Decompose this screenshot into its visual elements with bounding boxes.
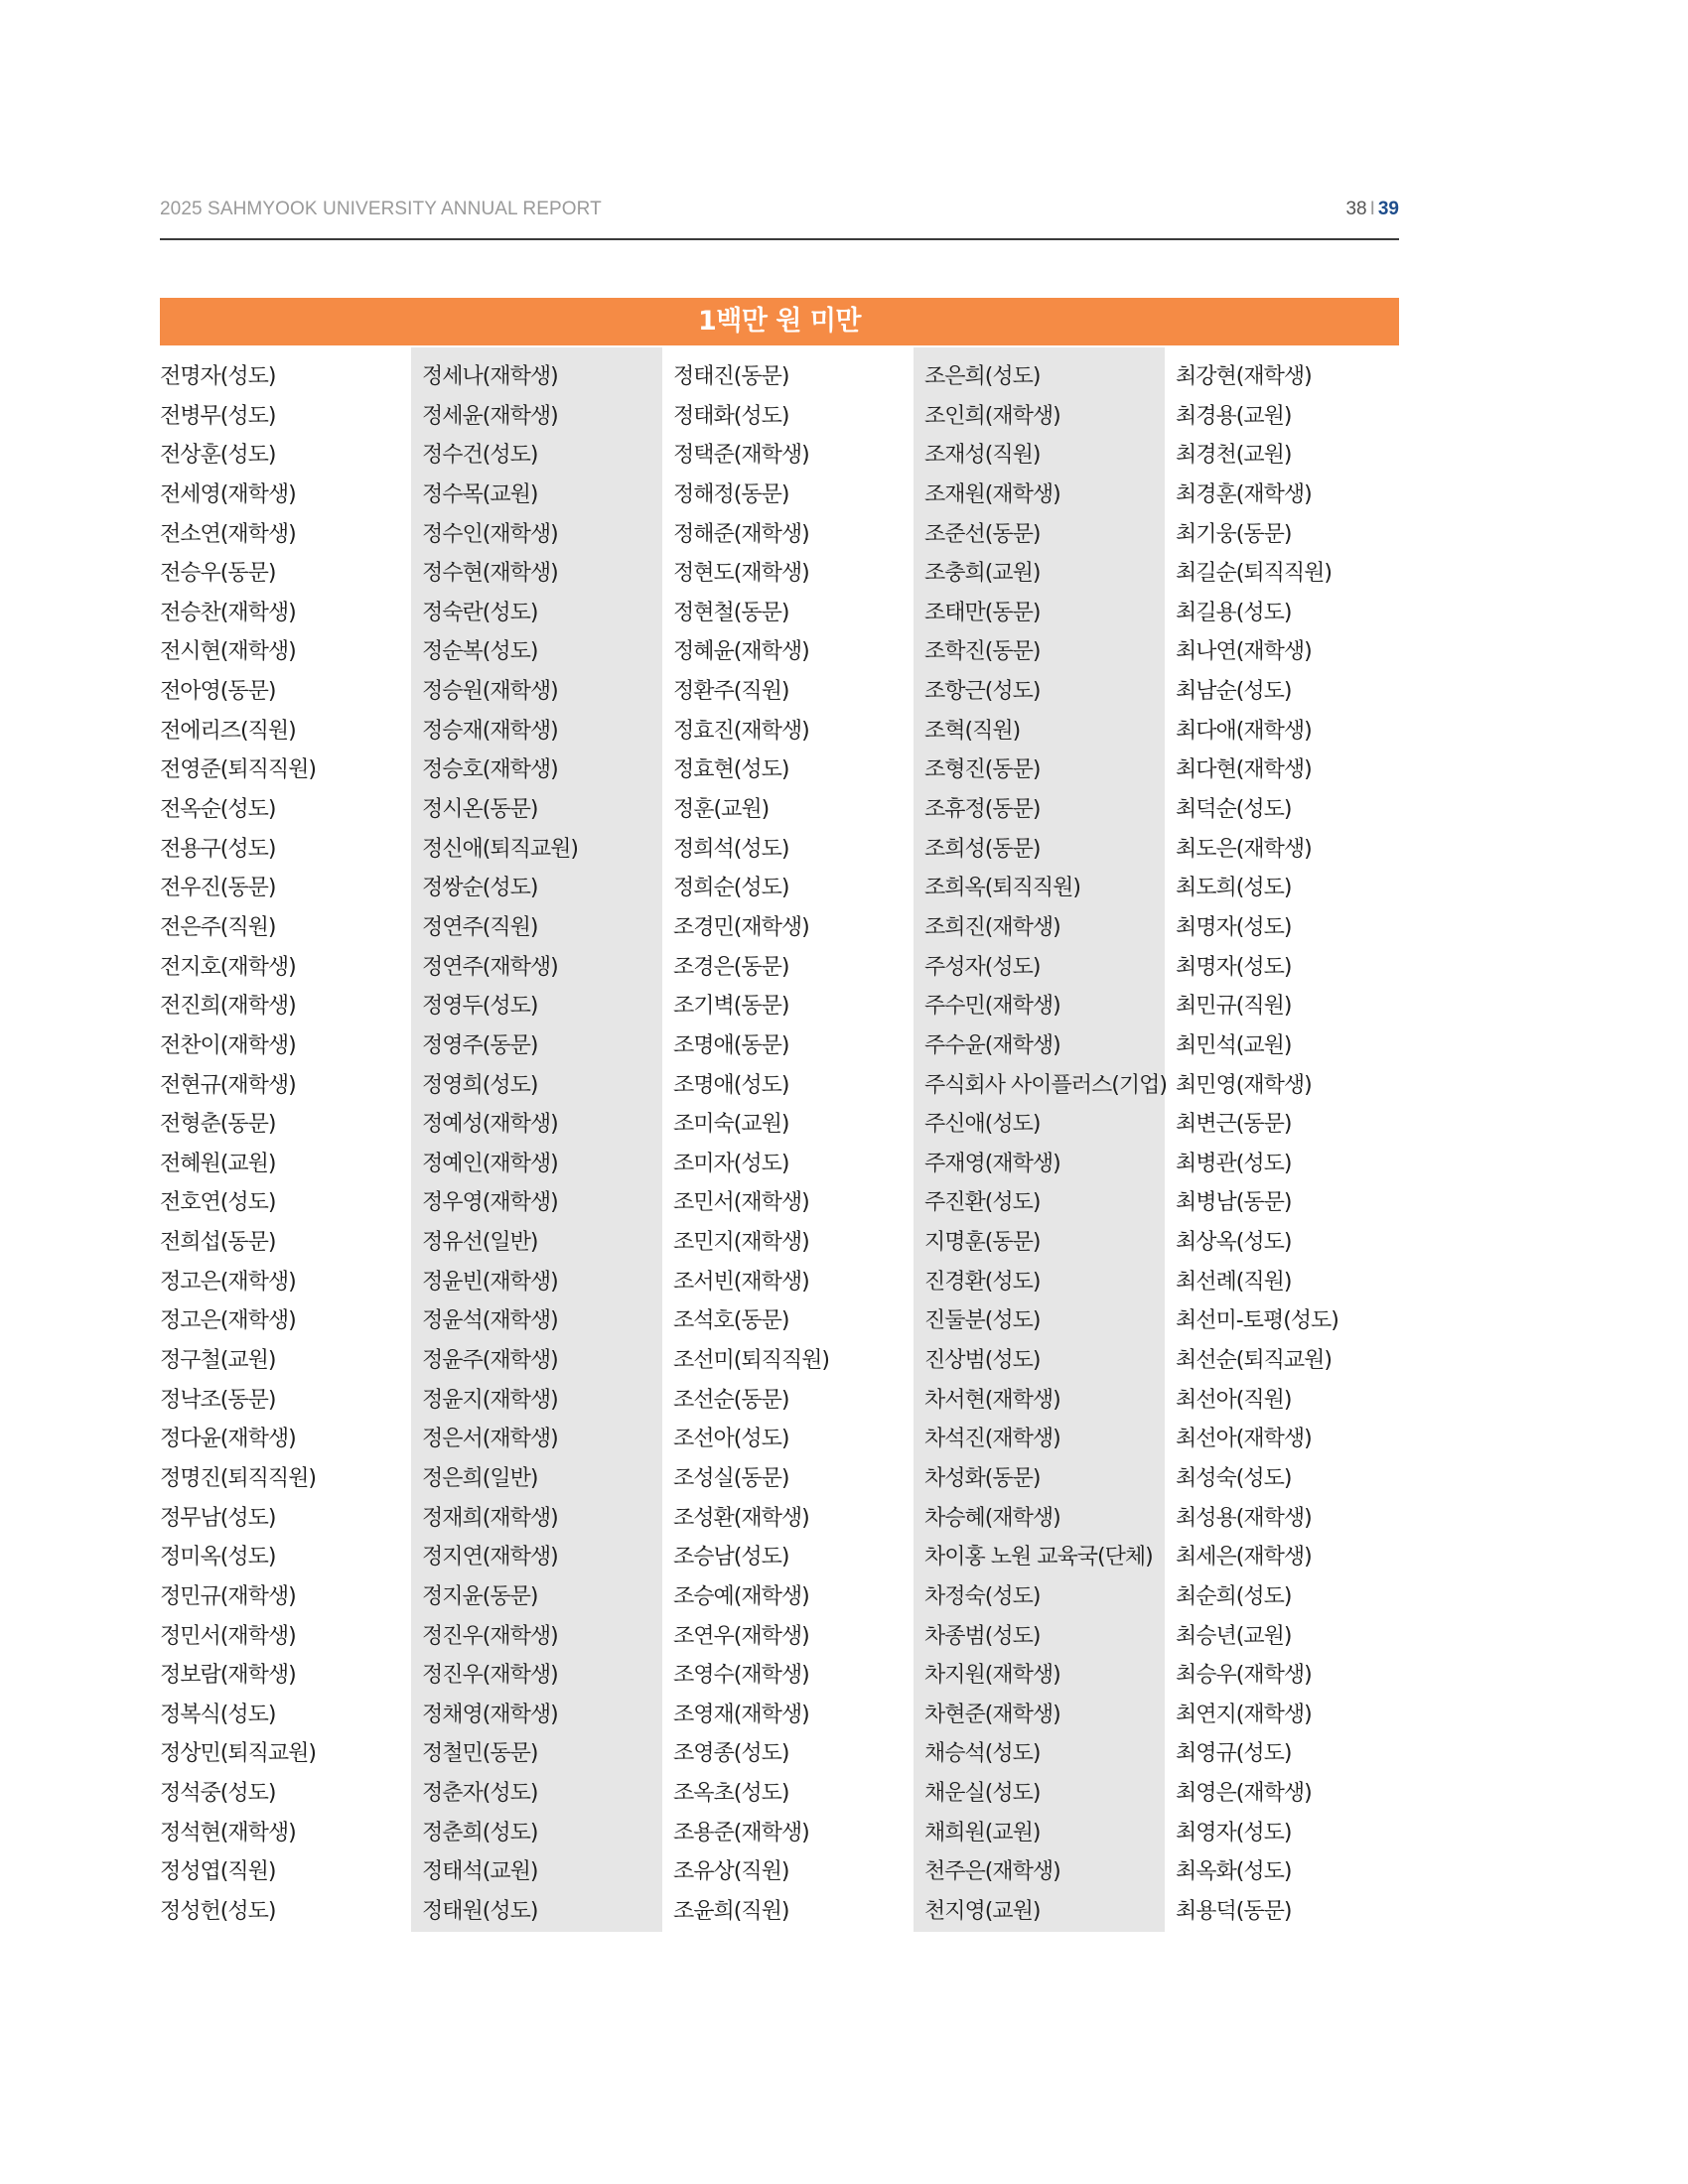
- donor-entry: 정춘자(성도): [422, 1781, 538, 1807]
- donor-entry: 정지윤(동문): [422, 1583, 538, 1609]
- donor-entry: 최변근(동문): [1176, 1112, 1292, 1138]
- donor-entry: 정진우(재학생): [422, 1663, 558, 1689]
- donor-entry: 조승남(성도): [673, 1545, 789, 1570]
- donor-entry: 주수윤(재학생): [924, 1032, 1060, 1058]
- donor-entry: 정해정(동문): [673, 481, 789, 507]
- donor-entry: 전찬이(재학생): [160, 1032, 296, 1058]
- donor-entry: 정상민(퇴직교원): [160, 1741, 316, 1767]
- donor-entry: 최연지(재학생): [1176, 1702, 1312, 1727]
- donor-entry: 전시현(재학생): [160, 639, 296, 665]
- donor-entry: 전우진(동문): [160, 876, 276, 901]
- donor-entry: 최경용(교원): [1176, 403, 1292, 429]
- donor-entry: 조민지(재학생): [673, 1230, 809, 1256]
- donor-entry: 최민규(직원): [1176, 994, 1292, 1020]
- donor-entry: 정택준(재학생): [673, 443, 809, 469]
- donor-entry: 정춘희(성도): [422, 1820, 538, 1845]
- donor-entry: 전혜원(교원): [160, 1151, 276, 1176]
- donor-entry: 차이홍 노원 교육국(단체): [924, 1545, 1153, 1570]
- donor-entry: 최다현(재학생): [1176, 757, 1312, 783]
- donor-entry: 지명훈(동문): [924, 1230, 1041, 1256]
- donor-entry: 채희원(교원): [924, 1820, 1041, 1845]
- donor-entry: 최길순(퇴직직원): [1176, 561, 1332, 587]
- donor-entry: 정민서(재학생): [160, 1623, 296, 1649]
- donor-entry: 정수인(재학생): [422, 521, 558, 547]
- donor-entry: 정승재(재학생): [422, 718, 558, 744]
- donor-entry: 정채영(재학생): [422, 1702, 558, 1727]
- donor-entry: 차정숙(성도): [924, 1583, 1041, 1609]
- donor-entry: 정예성(재학생): [422, 1112, 558, 1138]
- donor-entry: 조영재(재학생): [673, 1702, 809, 1727]
- donor-entry: 정재희(재학생): [422, 1505, 558, 1531]
- donor-entry: 정연주(직원): [422, 914, 538, 940]
- donor-entry: 주식회사 사이플러스(기업): [924, 1072, 1167, 1098]
- donor-entry: 조희진(재학생): [924, 914, 1060, 940]
- donor-entry: 정환주(직원): [673, 679, 789, 705]
- donor-entry: 진경환(성도): [924, 1269, 1041, 1295]
- donor-entry: 최옥화(성도): [1176, 1859, 1292, 1885]
- donor-entry: 정훈(교원): [673, 797, 770, 823]
- donor-entry: 채운실(성도): [924, 1781, 1041, 1807]
- donor-column-4: [914, 347, 1165, 1932]
- donor-entry: 정석현(재학생): [160, 1820, 296, 1845]
- donor-entry: 최선미-토평(성도): [1176, 1308, 1338, 1334]
- donor-entry: 정순복(성도): [422, 639, 538, 665]
- donor-entry: 차종범(성도): [924, 1623, 1041, 1649]
- donor-entry: 조석호(동문): [673, 1308, 789, 1334]
- donor-entry: 전명자(성도): [160, 364, 276, 389]
- donor-entry: 전승찬(재학생): [160, 600, 296, 625]
- page-separator: I: [1369, 199, 1375, 219]
- donor-entry: 최길용(성도): [1176, 600, 1292, 625]
- donor-entry: 전병무(성도): [160, 403, 276, 429]
- donor-entry: 전세영(재학생): [160, 481, 296, 507]
- donor-entry: 전진희(재학생): [160, 994, 296, 1020]
- donor-entry: 전영준(퇴직직원): [160, 757, 316, 783]
- donor-entry: 정태원(성도): [422, 1898, 538, 1924]
- donor-entry: 전지호(재학생): [160, 954, 296, 980]
- donor-entry: 정수목(교원): [422, 481, 538, 507]
- donor-entry: 정태석(교원): [422, 1859, 538, 1885]
- donor-entry: 정구철(교원): [160, 1348, 276, 1374]
- page-number-left: 38: [1345, 199, 1367, 219]
- donor-entry: 정진우(재학생): [422, 1623, 558, 1649]
- donor-entry: 조경민(재학생): [673, 914, 809, 940]
- donor-entry: 정다윤(재학생): [160, 1427, 296, 1452]
- donor-entry: 차서현(재학생): [924, 1387, 1060, 1413]
- donor-entry: 조민서(재학생): [673, 1190, 809, 1216]
- donor-entry: 최도은(재학생): [1176, 836, 1312, 862]
- donor-entry: 조인희(재학생): [924, 403, 1060, 429]
- donor-entry: 정복식(성도): [160, 1702, 276, 1727]
- donor-entry: 정윤지(재학생): [422, 1387, 558, 1413]
- donor-entry: 조영종(성도): [673, 1741, 789, 1767]
- donor-entry: 주재영(재학생): [924, 1151, 1060, 1176]
- donor-entry: 최명자(성도): [1176, 954, 1292, 980]
- donor-entry: 조선미(퇴직직원): [673, 1348, 829, 1374]
- donor-entry: 정희순(성도): [673, 876, 789, 901]
- donor-entry: 정숙란(성도): [422, 600, 538, 625]
- donor-column-5: [1165, 347, 1416, 1932]
- donor-entry: 전에리즈(직원): [160, 718, 296, 744]
- donor-entry: 최다애(재학생): [1176, 718, 1312, 744]
- donor-entry: 최선순(퇴직교원): [1176, 1348, 1332, 1374]
- donor-entry: 조희옥(퇴직직원): [924, 876, 1080, 901]
- donor-entry: 전형춘(동문): [160, 1112, 276, 1138]
- donor-entry: 정연주(재학생): [422, 954, 558, 980]
- donor-entry: 전소연(재학생): [160, 521, 296, 547]
- donor-entry: 전승우(동문): [160, 561, 276, 587]
- donor-entry: 조혁(직원): [924, 718, 1021, 744]
- donor-entry: 전옥순(성도): [160, 797, 276, 823]
- donor-table: [160, 347, 1399, 1932]
- donor-entry: 최영규(성도): [1176, 1741, 1292, 1767]
- donor-entry: 정희석(성도): [673, 836, 789, 862]
- donor-entry: 전호연(성도): [160, 1190, 276, 1216]
- donor-entry: 전상훈(성도): [160, 443, 276, 469]
- donor-entry: 조재성(직원): [924, 443, 1041, 469]
- donor-entry: 차지원(재학생): [924, 1663, 1060, 1689]
- donor-entry: 최순희(성도): [1176, 1583, 1292, 1609]
- donor-entry: 차현준(재학생): [924, 1702, 1060, 1727]
- section-title: 1백만 원 미만: [698, 306, 861, 337]
- donor-entry: 조희성(동문): [924, 836, 1041, 862]
- donor-entry: 조명애(성도): [673, 1072, 789, 1098]
- donor-entry: 조승예(재학생): [673, 1583, 809, 1609]
- donor-entry: 천지영(교원): [924, 1898, 1041, 1924]
- donor-entry: 조선순(동문): [673, 1387, 789, 1413]
- donor-entry: 최영은(재학생): [1176, 1781, 1312, 1807]
- donor-entry: 정세나(재학생): [422, 364, 558, 389]
- donor-entry: 차승혜(재학생): [924, 1505, 1060, 1531]
- donor-entry: 조은희(성도): [924, 364, 1041, 389]
- donor-entry: 정성헌(성도): [160, 1898, 276, 1924]
- donor-entry: 정승원(재학생): [422, 679, 558, 705]
- donor-entry: 정해준(재학생): [673, 521, 809, 547]
- donor-entry: 최승우(재학생): [1176, 1663, 1312, 1689]
- donor-entry: 정미옥(성도): [160, 1545, 276, 1570]
- donor-entry: 최강현(재학생): [1176, 364, 1312, 389]
- donor-entry: 최경훈(재학생): [1176, 481, 1312, 507]
- donor-entry: 정은서(재학생): [422, 1427, 558, 1452]
- report-header: [160, 195, 1399, 240]
- donor-entry: 조형진(동문): [924, 757, 1041, 783]
- donor-entry: 최선아(직원): [1176, 1387, 1292, 1413]
- donor-entry: 정낙조(동문): [160, 1387, 276, 1413]
- donor-entry: 조휴정(동문): [924, 797, 1041, 823]
- donor-entry: 전아영(동문): [160, 679, 276, 705]
- donor-entry: 정민규(재학생): [160, 1583, 296, 1609]
- donor-entry: 천주은(재학생): [924, 1859, 1060, 1885]
- donor-entry: 정고은(재학생): [160, 1269, 296, 1295]
- donor-entry: 정윤석(재학생): [422, 1308, 558, 1334]
- donor-entry: 조충희(교원): [924, 561, 1041, 587]
- donor-entry: 최세은(재학생): [1176, 1545, 1312, 1570]
- donor-entry: 전용구(성도): [160, 836, 276, 862]
- donor-entry: 최기웅(동문): [1176, 521, 1292, 547]
- donor-entry: 정승호(재학생): [422, 757, 558, 783]
- report-title: 2025 SAHMYOOK UNIVERSITY ANNUAL REPORT: [160, 199, 602, 219]
- donor-entry: 정유선(일반): [422, 1230, 538, 1256]
- donor-entry: 최성용(재학생): [1176, 1505, 1312, 1531]
- donor-entry: 최영자(성도): [1176, 1820, 1292, 1845]
- donor-column-1: [160, 347, 399, 1932]
- donor-entry: 주신애(성도): [924, 1112, 1041, 1138]
- donor-entry: 채승석(성도): [924, 1741, 1041, 1767]
- donor-entry: 정태화(성도): [673, 403, 789, 429]
- donor-entry: 정시온(동문): [422, 797, 538, 823]
- donor-entry: 조용준(재학생): [673, 1820, 809, 1845]
- donor-entry: 최상옥(성도): [1176, 1230, 1292, 1256]
- donor-entry: 조미자(성도): [673, 1151, 789, 1176]
- donor-entry: 조명애(동문): [673, 1032, 789, 1058]
- donor-entry: 최승년(교원): [1176, 1623, 1292, 1649]
- donor-entry: 최용덕(동문): [1176, 1898, 1292, 1924]
- donor-entry: 정효진(재학생): [673, 718, 809, 744]
- donor-entry: 조윤희(직원): [673, 1898, 789, 1924]
- donor-entry: 조영수(재학생): [673, 1663, 809, 1689]
- donor-entry: 주진환(성도): [924, 1190, 1041, 1216]
- donor-entry: 최경천(교원): [1176, 443, 1292, 469]
- donor-entry: 차성화(동문): [924, 1465, 1041, 1491]
- donor-entry: 정지연(재학생): [422, 1545, 558, 1570]
- donor-entry: 정혜윤(재학생): [673, 639, 809, 665]
- donor-entry: 조항근(성도): [924, 679, 1041, 705]
- donor-entry: 주성자(성도): [924, 954, 1041, 980]
- donor-entry: 정쌍순(성도): [422, 876, 538, 901]
- donor-entry: 정태진(동문): [673, 364, 789, 389]
- donor-entry: 정영두(성도): [422, 994, 538, 1020]
- donor-entry: 조유상(직원): [673, 1859, 789, 1885]
- donor-entry: 정효현(성도): [673, 757, 789, 783]
- donor-entry: 정은희(일반): [422, 1465, 538, 1491]
- donor-entry: 조성환(재학생): [673, 1505, 809, 1531]
- donor-entry: 정윤빈(재학생): [422, 1269, 558, 1295]
- donor-entry: 조태만(동문): [924, 600, 1041, 625]
- donor-entry: 정영희(성도): [422, 1072, 538, 1098]
- donor-entry: 정철민(동문): [422, 1741, 538, 1767]
- page-number-right: 39: [1377, 199, 1399, 219]
- donor-entry: 조재원(재학생): [924, 481, 1060, 507]
- donor-entry: 최민영(재학생): [1176, 1072, 1312, 1098]
- donor-entry: 정성엽(직원): [160, 1859, 276, 1885]
- donor-entry: 정세윤(재학생): [422, 403, 558, 429]
- donor-entry: 조선아(성도): [673, 1427, 789, 1452]
- donor-column-3: [662, 347, 914, 1932]
- donor-entry: 정신애(퇴직교원): [422, 836, 578, 862]
- donor-entry: 최성숙(성도): [1176, 1465, 1292, 1491]
- donor-entry: 주수민(재학생): [924, 994, 1060, 1020]
- donor-entry: 정윤주(재학생): [422, 1348, 558, 1374]
- donor-entry: 최병남(동문): [1176, 1190, 1292, 1216]
- donor-entry: 조기벽(동문): [673, 994, 789, 1020]
- donor-entry: 조성실(동문): [673, 1465, 789, 1491]
- donor-entry: 정수건(성도): [422, 443, 538, 469]
- donor-entry: 정수현(재학생): [422, 561, 558, 587]
- donor-column-2: [411, 347, 662, 1932]
- donor-entry: 정무남(성도): [160, 1505, 276, 1531]
- donor-entry: 조연우(재학생): [673, 1623, 809, 1649]
- donor-entry: 최도희(성도): [1176, 876, 1292, 901]
- donor-entry: 조서빈(재학생): [673, 1269, 809, 1295]
- donor-entry: 전희섭(동문): [160, 1230, 276, 1256]
- donor-entry: 전현규(재학생): [160, 1072, 296, 1098]
- donor-entry: 정영주(동문): [422, 1032, 538, 1058]
- donor-entry: 정보람(재학생): [160, 1663, 296, 1689]
- donor-entry: 정현도(재학생): [673, 561, 809, 587]
- donor-entry: 최선아(재학생): [1176, 1427, 1312, 1452]
- donor-entry: 최명자(성도): [1176, 914, 1292, 940]
- donor-entry: 차석진(재학생): [924, 1427, 1060, 1452]
- donor-entry: 정우영(재학생): [422, 1190, 558, 1216]
- donor-entry: 최남순(성도): [1176, 679, 1292, 705]
- donor-entry: 정현철(동문): [673, 600, 789, 625]
- donor-entry: 조경은(동문): [673, 954, 789, 980]
- donor-entry: 최선례(직원): [1176, 1269, 1292, 1295]
- donor-entry: 조준선(동문): [924, 521, 1041, 547]
- page-numbers: [1345, 199, 1399, 220]
- section-title-bar: [160, 298, 1399, 345]
- donor-entry: 정고은(재학생): [160, 1308, 296, 1334]
- donor-entry: 전은주(직원): [160, 914, 276, 940]
- donor-entry: 조학진(동문): [924, 639, 1041, 665]
- donor-entry: 최덕순(성도): [1176, 797, 1292, 823]
- donor-entry: 최병관(성도): [1176, 1151, 1292, 1176]
- donor-entry: 정명진(퇴직직원): [160, 1465, 316, 1491]
- donor-entry: 진둘분(성도): [924, 1308, 1041, 1334]
- donor-entry: 정석중(성도): [160, 1781, 276, 1807]
- donor-entry: 최나연(재학생): [1176, 639, 1312, 665]
- donor-entry: 조옥초(성도): [673, 1781, 789, 1807]
- donor-entry: 진상범(성도): [924, 1348, 1041, 1374]
- donor-entry: 정예인(재학생): [422, 1151, 558, 1176]
- donor-entry: 최민석(교원): [1176, 1032, 1292, 1058]
- donor-entry: 조미숙(교원): [673, 1112, 789, 1138]
